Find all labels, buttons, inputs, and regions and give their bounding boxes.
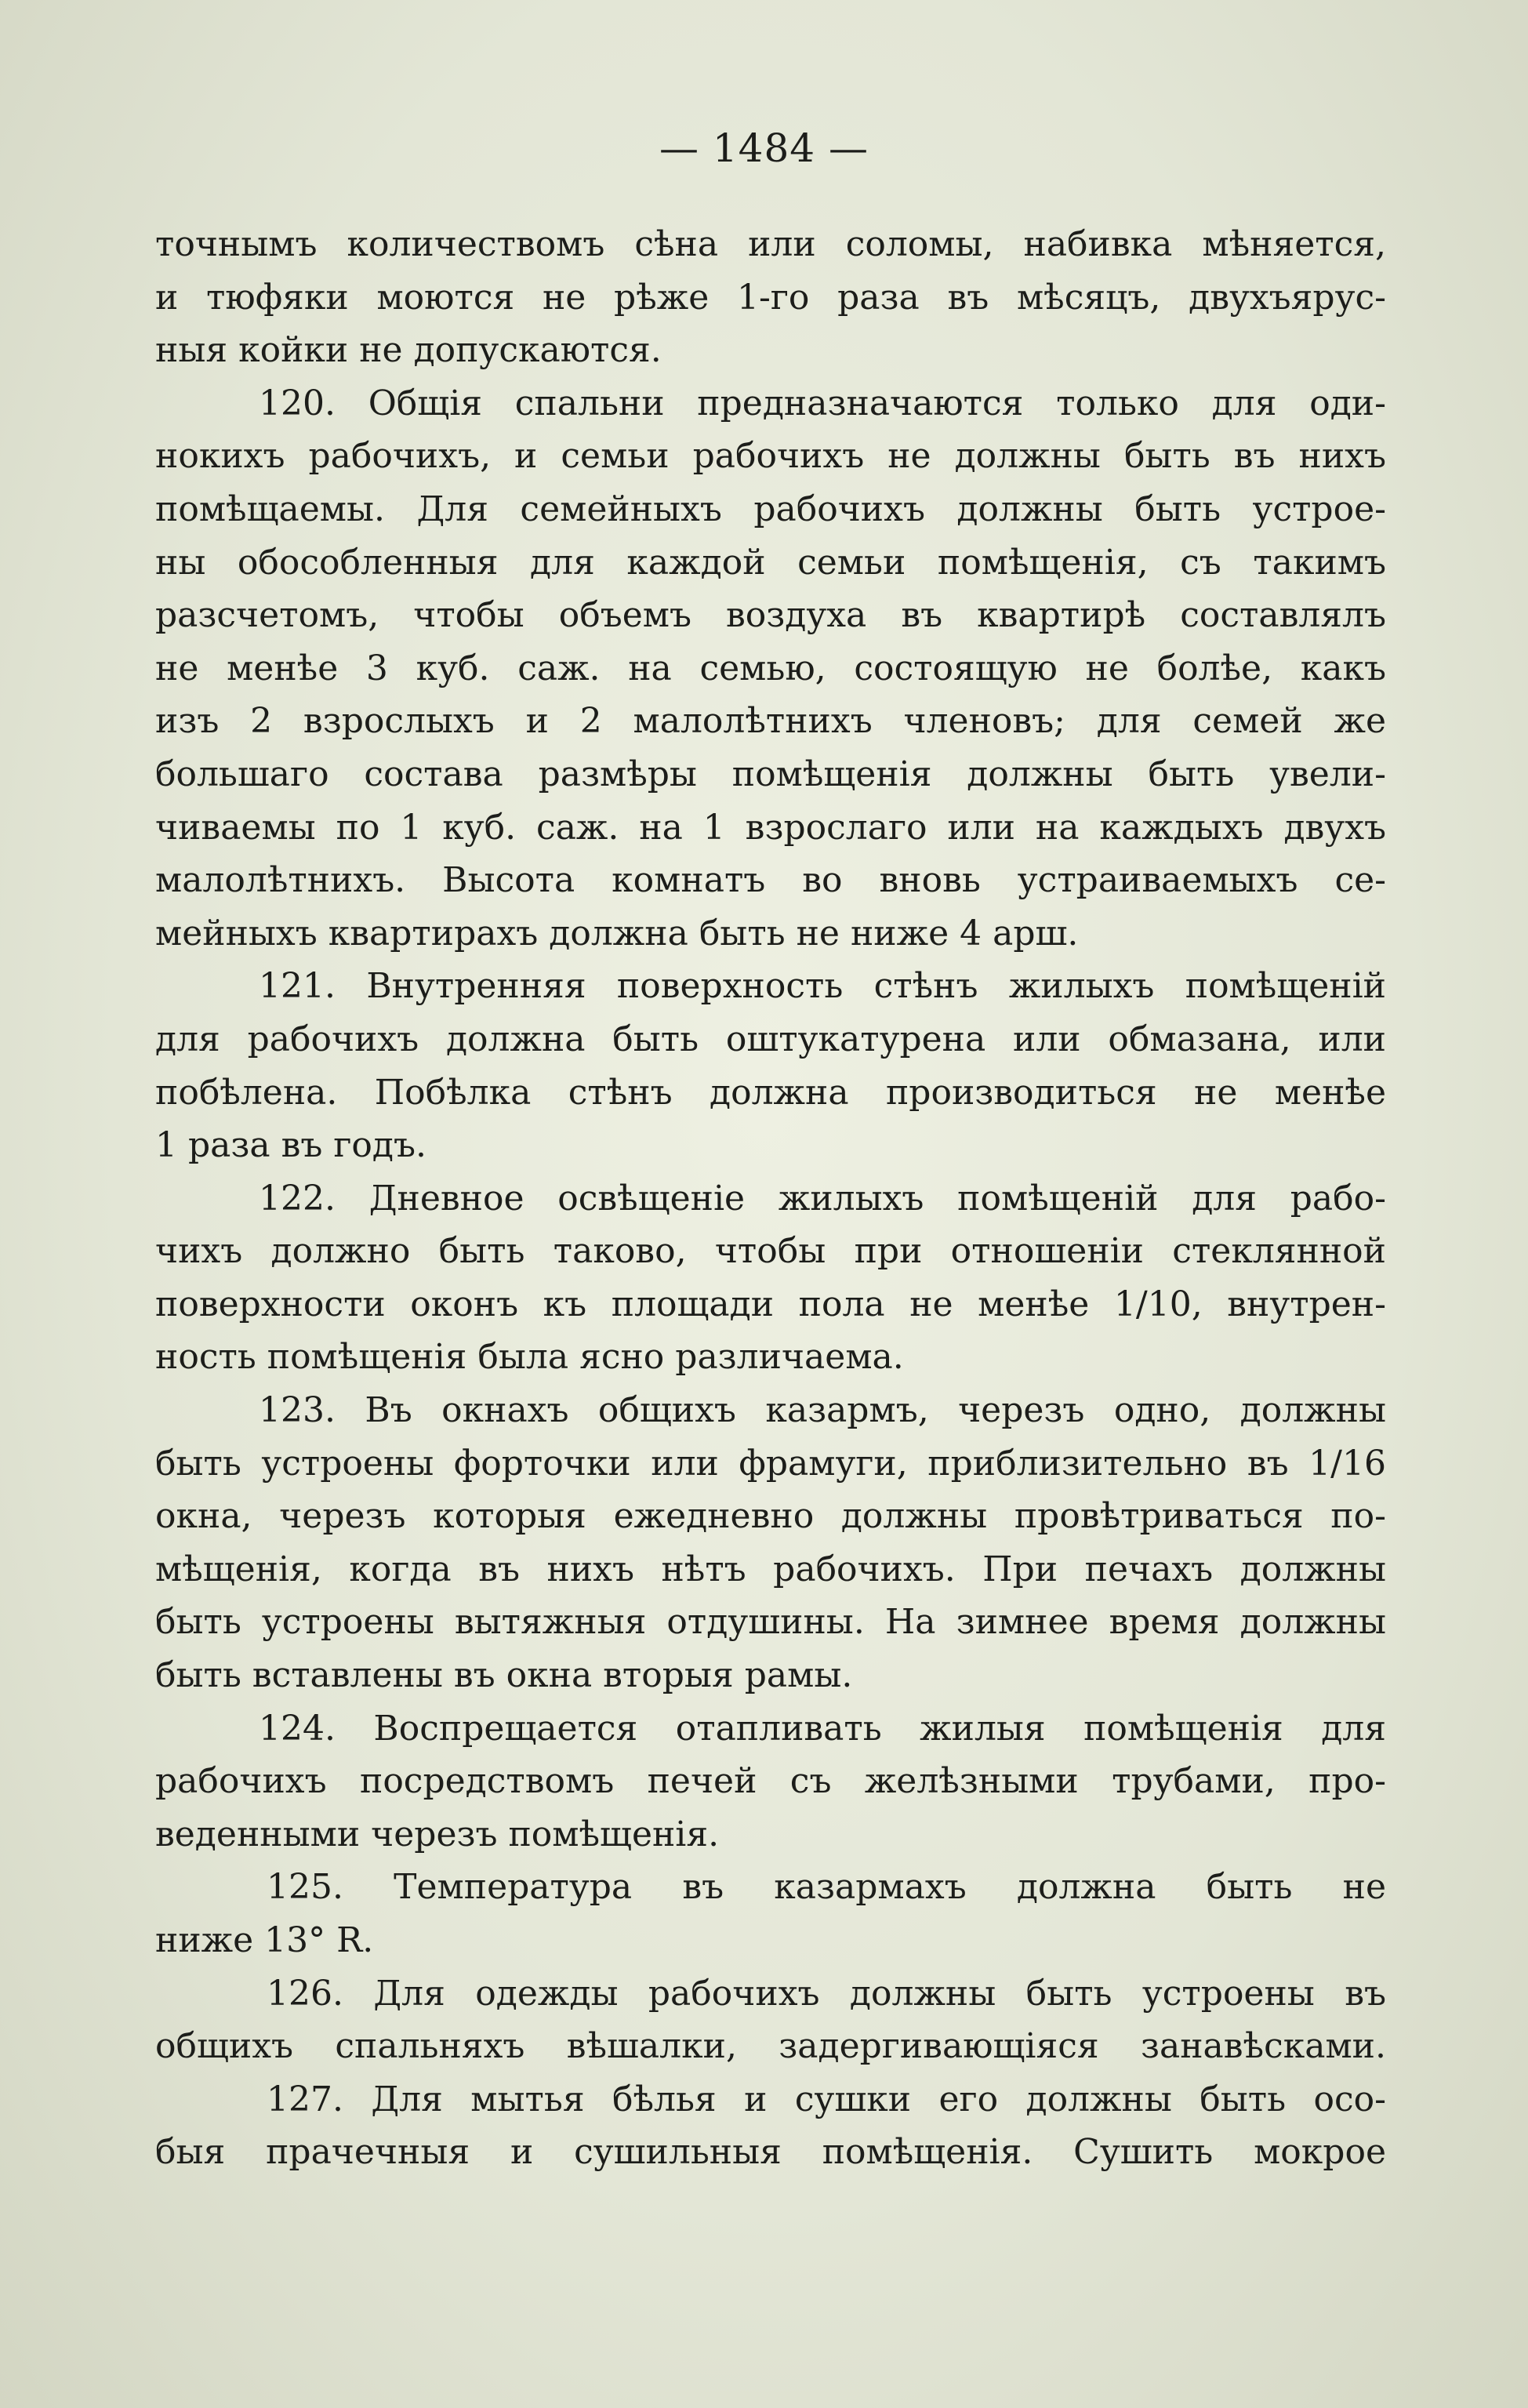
text-line: быть устроены вытяжныя отдушины. На зимнее время должны xyxy=(155,1602,1386,1643)
text-line: ныя койки не допускаются. xyxy=(155,330,662,371)
text-line: быть вставлены въ окна вторыя рамы. xyxy=(155,1655,853,1696)
text-line: веденными черезъ помѣщенія. xyxy=(155,1814,720,1854)
text-line: 123. Въ окнахъ общихъ казармъ, черезъ одно, должны xyxy=(259,1390,1386,1431)
text-line: поверхности оконъ къ площади пола не менѣе 1/10, внутрен- xyxy=(155,1284,1386,1324)
text-line: 127. Для мытья бѣлья и сушки его должны быть осо- xyxy=(267,2079,1386,2119)
text-line: 126. Для одежды рабочихъ должны быть устроены въ xyxy=(267,1973,1386,2014)
text-line: побѣлена. Побѣлка стѣнъ должна производиться не менѣе xyxy=(155,1072,1386,1113)
text-line: большаго состава размѣры помѣщенія должны быть увели- xyxy=(155,754,1386,794)
text-line: 121. Внутренняя поверхность стѣнъ жилыхъ помѣщеній xyxy=(259,966,1386,1007)
text-line: 125. Температура въ казармахъ должна быть не xyxy=(267,1867,1386,1908)
text-line: точнымъ количествомъ сѣна или соломы, набивка мѣняется, xyxy=(155,224,1386,264)
text-line: ниже 13° R. xyxy=(155,1920,374,1960)
text-line: 120. Общія спальни предназначаются только для оди- xyxy=(259,383,1386,423)
text-line: окна, черезъ которыя ежедневно должны провѣтриваться по- xyxy=(155,1496,1386,1537)
text-line: рабочихъ посредствомъ печей съ желѣзными трубами, про- xyxy=(155,1761,1386,1802)
text-line: и тюфяки моются не рѣже 1-го раза въ мѣсяцъ, двухъярус- xyxy=(155,277,1386,318)
text-line: ны обособленныя для каждой семьи помѣщенія, съ такимъ xyxy=(155,542,1386,583)
text-line: изъ 2 взрослыхъ и 2 малолѣтнихъ членовъ; для семей же xyxy=(155,701,1386,742)
text-line: чихъ должно быть таково, чтобы при отношеніи стеклянной xyxy=(155,1231,1386,1272)
text-line: разсчетомъ, чтобы объемъ воздуха въ квартирѣ составлялъ xyxy=(155,595,1386,636)
text-line: 1 раза въ годъ. xyxy=(155,1125,426,1166)
text-line: 124. Воспрещается отапливать жилыя помѣщенія для xyxy=(259,1708,1386,1749)
text-line: ность помѣщенія была ясно различаема. xyxy=(155,1337,904,1378)
text-line: чиваемы по 1 куб. саж. на 1 взрослаго или на каждыхъ двухъ xyxy=(155,807,1386,848)
text-line: мейныхъ квартирахъ должна быть не ниже 4 арш. xyxy=(155,913,1079,953)
text-line: помѣщаемы. Для семейныхъ рабочихъ должны быть устрое- xyxy=(155,489,1386,529)
text-line: для рабочихъ должна быть оштукатурена или обмазана, или xyxy=(155,1019,1386,1059)
text-line: 122. Дневное освѣщеніе жилыхъ помѣщеній для рабо- xyxy=(259,1178,1386,1219)
body-text xyxy=(155,218,1386,2179)
text-line: не менѣе 3 куб. саж. на семью, состоящую не болѣе, какъ xyxy=(155,648,1386,688)
text-line: общихъ спальняхъ вѣшалки, задергивающіяся занавѣсками. xyxy=(155,2026,1386,2067)
text-line: быя прачечныя и сушильныя помѣщенія. Сушить мокрое xyxy=(155,2132,1386,2173)
text-line: нокихъ рабочихъ, и семьи рабочихъ не должны быть въ нихъ xyxy=(155,436,1386,477)
text-line: мѣщенія, когда въ нихъ нѣтъ рабочихъ. При печахъ должны xyxy=(155,1549,1386,1589)
page-number: — 1484 — xyxy=(659,125,869,171)
text-line: быть устроены форточки или фрамуги, приблизительно въ 1/16 xyxy=(155,1443,1386,1484)
text-line: малолѣтнихъ. Высота комнатъ во вновь устраиваемыхъ се- xyxy=(155,860,1386,901)
